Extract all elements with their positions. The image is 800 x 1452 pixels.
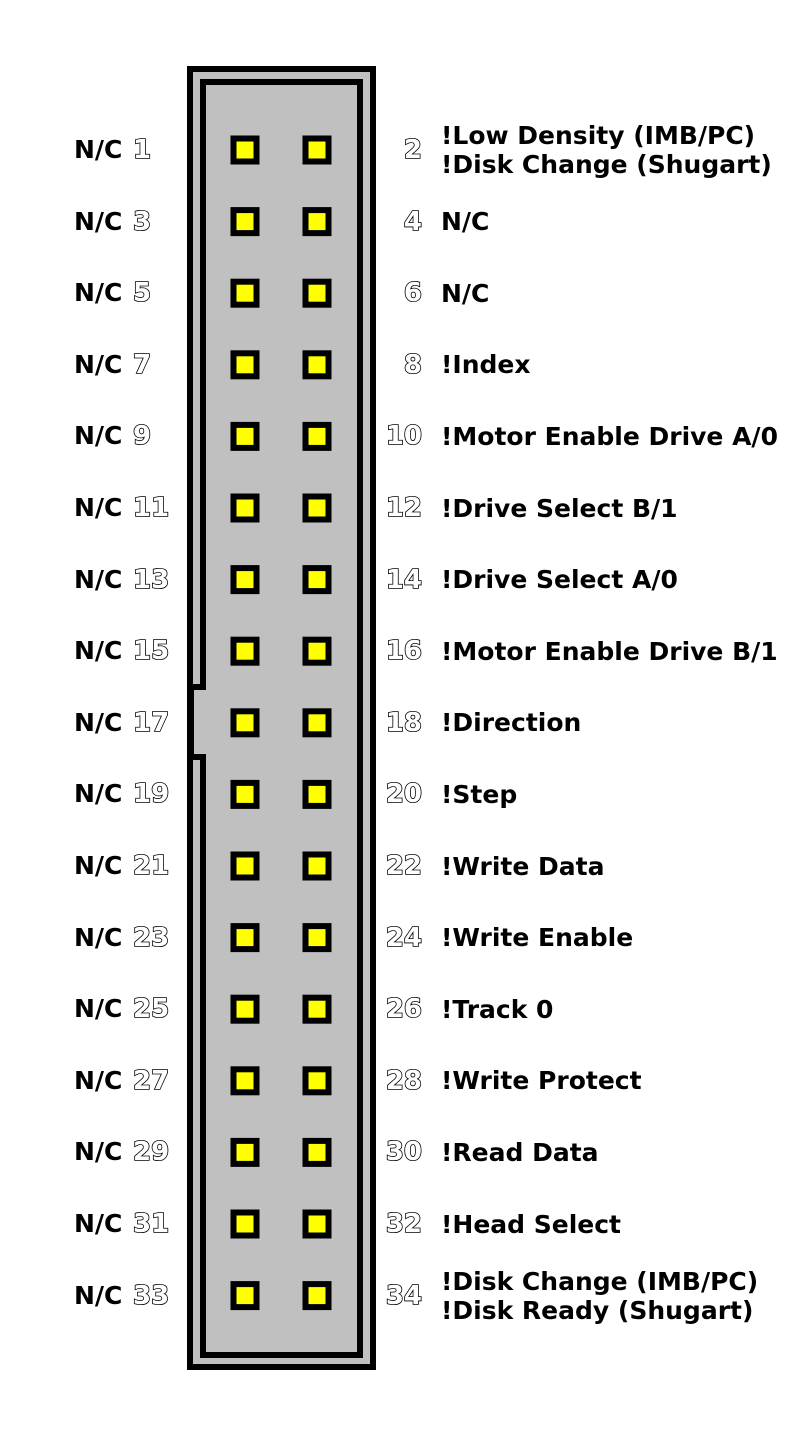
left-signal-label: N/C	[74, 493, 123, 522]
right-pin-number: 20	[385, 779, 422, 810]
pin-pad-26	[306, 998, 329, 1021]
signal-line: !Step	[441, 779, 518, 809]
left-signal-label: N/C	[74, 1065, 123, 1095]
pin-pad-30	[306, 1141, 329, 1164]
left-pin-number: 17	[133, 707, 170, 738]
right-pin-number: 10	[385, 421, 422, 452]
right-signal-label	[441, 350, 530, 379]
right-pin-number: 18	[385, 707, 422, 738]
signal-line: !Drive Select B/1	[441, 493, 678, 523]
right-pin-number: 32	[385, 1209, 422, 1239]
pin-pad-28	[306, 1069, 329, 1092]
pin-pad-10	[306, 425, 329, 448]
signal-line: !Index	[441, 350, 531, 380]
left-pin-number: 11	[133, 493, 170, 523]
left-signal-label: N/C	[74, 278, 123, 308]
pin-pad-29	[234, 1141, 257, 1164]
right-signal-label	[441, 565, 678, 594]
left-pin-number: 13	[133, 564, 170, 595]
signal-line: !Head Select	[441, 1209, 622, 1239]
signal-line: !Low Density (IMB/PC)	[441, 121, 756, 150]
pin-pad-11	[234, 497, 257, 520]
right-signal-label	[441, 1066, 642, 1095]
signal-line: !Drive Select A/0	[441, 565, 678, 595]
pin-pad-15	[234, 640, 257, 663]
right-signal-label	[441, 207, 489, 236]
right-pin-number: 16	[385, 636, 422, 667]
pin-pad-16	[306, 640, 329, 663]
signal-line: !Disk Change (Shugart)	[441, 150, 772, 179]
right-signal-label	[441, 1267, 758, 1325]
signal-line: !Disk Change (IMB/PC)	[441, 1266, 759, 1296]
right-pin-number: 30	[385, 1137, 422, 1168]
signal-line: N/C	[441, 278, 490, 308]
left-signal-label: N/C	[74, 1280, 123, 1310]
right-pin-number: 28	[385, 1065, 422, 1096]
left-signal-label: N/C	[74, 421, 123, 451]
right-pin-number: 6	[403, 278, 422, 309]
left-signal-label: N/C	[74, 1209, 123, 1238]
left-pin-number: 21	[133, 851, 170, 881]
left-signal-label: N/C	[74, 636, 123, 666]
right-pin-number: 12	[385, 493, 422, 523]
right-pin-number: 8	[403, 349, 422, 380]
pin-pad-33	[234, 1284, 257, 1307]
signal-line: !Track 0	[441, 994, 554, 1024]
left-signal-label: N/C	[74, 851, 123, 880]
left-pin-number: 23	[133, 922, 170, 953]
pin-pad-2	[306, 139, 329, 162]
right-pin-number: 22	[385, 851, 422, 881]
left-pin-number: 5	[133, 278, 152, 309]
pin-pad-32	[306, 1213, 329, 1236]
left-pin-number: 9	[133, 421, 152, 452]
signal-line: !Disk Ready (Shugart)	[441, 1295, 754, 1325]
signal-line: !Motor Enable Drive A/0	[441, 421, 778, 451]
left-pin-number: 33	[133, 1280, 170, 1311]
right-signal-label	[441, 422, 778, 451]
pin-pad-13	[234, 568, 257, 591]
left-pin-number: 31	[133, 1209, 170, 1239]
right-pin-number: 24	[385, 922, 422, 953]
left-pin-number: 25	[133, 994, 170, 1025]
left-signal-label: N/C	[74, 994, 123, 1024]
pin-pad-7	[234, 353, 257, 376]
left-signal-label: N/C	[74, 564, 123, 594]
pin-pad-8	[306, 353, 329, 376]
pin-pad-23	[234, 926, 257, 949]
connector-housing	[190, 69, 373, 1367]
left-signal-label: N/C	[74, 922, 123, 952]
pin-pad-14	[306, 568, 329, 591]
right-signal-label	[441, 637, 778, 666]
left-pin-number: 1	[133, 135, 152, 165]
signal-line: !Write Protect	[441, 1066, 642, 1096]
left-signal-label: N/C	[74, 1137, 123, 1167]
pin-pad-24	[306, 926, 329, 949]
pin-pad-4	[306, 210, 329, 233]
pin-pad-9	[234, 425, 257, 448]
left-pin-number: 19	[133, 779, 170, 810]
signal-line: !Read Data	[441, 1137, 599, 1167]
pin-pad-12	[306, 497, 329, 520]
pin-pad-1	[234, 139, 257, 162]
right-signal-label	[441, 1210, 621, 1239]
right-signal-label	[441, 1138, 599, 1167]
pin-pad-34	[306, 1284, 329, 1307]
right-signal-label	[441, 121, 772, 179]
left-pin-number: 15	[133, 636, 170, 667]
right-signal-label	[441, 494, 678, 523]
right-pin-number: 34	[385, 1280, 422, 1311]
left-signal-label: N/C	[74, 349, 123, 379]
right-pin-number: 14	[385, 564, 422, 595]
signal-line: !Write Enable	[441, 923, 634, 953]
signal-line: !Direction	[441, 708, 582, 738]
right-pin-number: 2	[403, 135, 422, 165]
right-signal-label	[441, 708, 581, 737]
left-signal-label: N/C	[74, 707, 123, 737]
left-pin-number: 7	[133, 349, 152, 380]
right-pin-number: 26	[385, 994, 422, 1025]
pin-pad-25	[234, 998, 257, 1021]
signal-line: !Write Data	[441, 851, 605, 881]
pin-pad-5	[234, 282, 257, 305]
pin-pad-20	[306, 783, 329, 806]
right-signal-label	[441, 923, 633, 952]
pin-pad-3	[234, 210, 257, 233]
pin-pad-21	[234, 855, 257, 878]
right-pin-number: 4	[403, 206, 422, 237]
pin-pad-19	[234, 783, 257, 806]
right-signal-label	[441, 995, 553, 1024]
left-pin-number: 27	[133, 1065, 170, 1096]
right-signal-label	[441, 780, 517, 809]
right-signal-label	[441, 279, 489, 308]
left-signal-label: N/C	[74, 135, 123, 164]
pin-pad-6	[306, 282, 329, 305]
pin-pad-31	[234, 1213, 257, 1236]
pin-pad-27	[234, 1069, 257, 1092]
pin-pad-22	[306, 855, 329, 878]
pin-pad-17	[234, 711, 257, 734]
left-pin-number: 29	[133, 1137, 170, 1168]
pin-pad-18	[306, 711, 329, 734]
right-signal-label	[441, 852, 605, 881]
left-signal-label: N/C	[74, 779, 123, 809]
signal-line: !Motor Enable Drive B/1	[441, 636, 778, 666]
left-pin-number: 3	[133, 206, 152, 237]
signal-line: N/C	[441, 207, 490, 237]
left-signal-label: N/C	[74, 206, 123, 236]
